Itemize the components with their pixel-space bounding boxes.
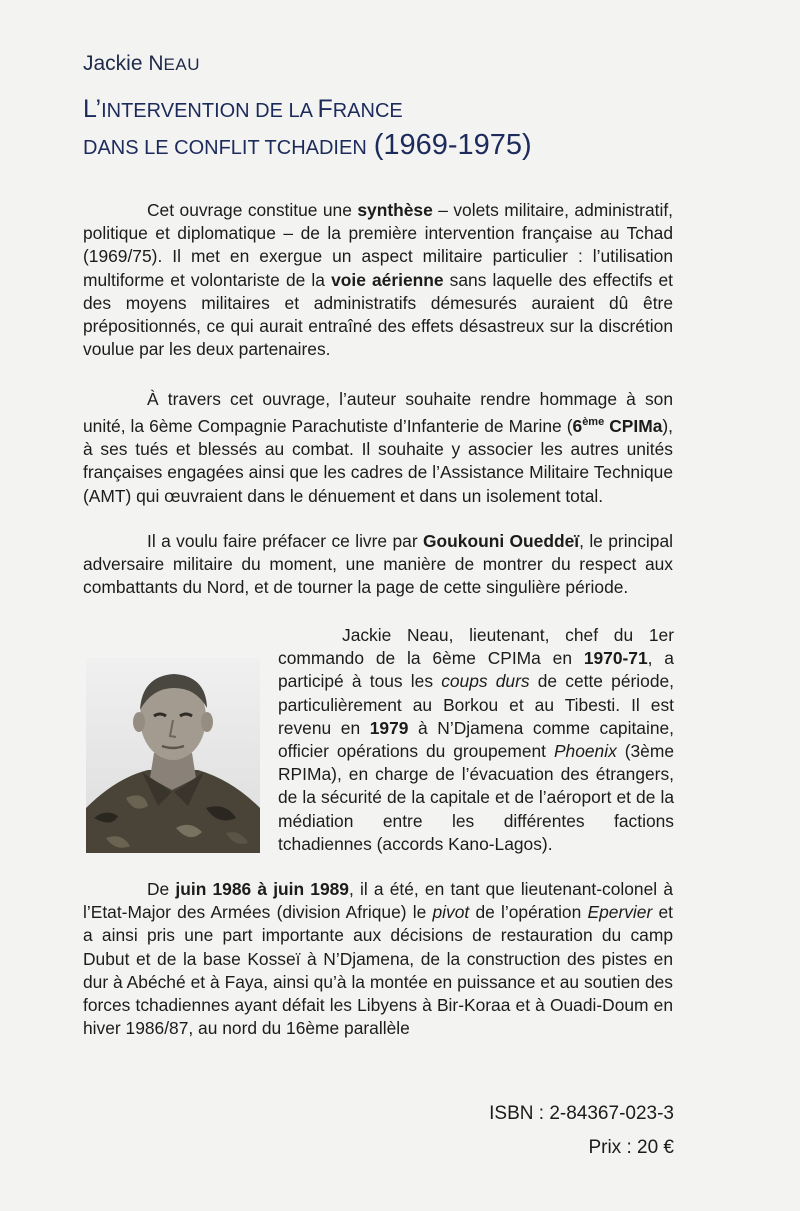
title-line-1: L’INTERVENTION DE LA FRANCE — [83, 95, 403, 123]
book-title — [83, 92, 743, 165]
paragraph-intro: Cet ouvrage constitue une synthèse – volets militaire, administratif, politique et diplomatique – de la première intervention française au Tchad (1969/75). Il met en exergue un aspect militaire particulier : l’utilisation multiforme et volontariste de la voie aérienne sans laquelle des effectifs et des moyens militaires et administratifs démesurés auraient dû être prépositionnés, ce qui aurait entraîné des effets désastreux sur la discrétion voulue par les deux partenaires. — [83, 200, 674, 360]
author-photo — [86, 658, 260, 853]
title-line-2: DANS LE CONFLIT TCHADIEN (1969-1975) — [83, 129, 532, 161]
paragraph-epervier: De juin 1986 à juin 1989, il a été, en tant que lieutenant-colonel à l’Etat-Major des Armées (division Afrique) le pivot de l’opération Epervier et a ainsi pris une part importante aux décisions de restauration du camp Dubut et de la base Kosseï à N’Djamena, de la construction des pistes en dur à Abéché et à Faya, ainsi qu’à la montée en puissance et au soutien des forces tchadiennes ayant défait les Libyens à Bir-Koraa et à Ouadi-Doum en hiver 1986/87, au nord du 16ème parallèle — [83, 879, 673, 1039]
isbn: ISBN : 2-84367-023-3 — [489, 1103, 674, 1124]
paragraph-preface: Il a voulu faire préfacer ce livre par Goukouni Oueddeï, le principal adversaire militaire du moment, une manière de montrer du respect aux combattants du Nord, et de tourner la page de cette singulière période. — [83, 531, 673, 598]
title-years: (1969-1975) — [373, 129, 532, 161]
author-last-name: NEAU — [148, 52, 201, 75]
price: Prix : 20 € — [588, 1137, 674, 1158]
author-name — [83, 52, 200, 76]
author-first-name: Jackie — [83, 52, 143, 75]
paragraph-hommage: À travers cet ouvrage, l’auteur souhaite rendre hommage à son unité, la 6ème Compagnie Parachutiste d’Infanterie de Marine (6ème CPIMa), à ses tués et blessés au combat. Il souhaite y associer les autres unités françaises engagées ainsi que les cadres de l’Assistance Militaire Technique (AMT) qui œuvraient dans le dénuement et dans un isolement total. — [83, 389, 673, 506]
paragraph-bio: Jackie Neau, lieutenant, chef du 1er commando de la 6ème CPIMa en 1970-71, a participé à tous les coups durs de cette période, particulièrement au Borkou et au Tibesti. Il est revenu en 1979 à N’Djamena comme capitaine, officier opérations du groupement Phoenix (3ème RPIMa), en charge de l’évacuation des étrangers, de la sécurité de la capitale et de l’aéroport et de la médiation entre les différentes factions tchadiennes (accords Kano-Lagos). — [278, 625, 675, 854]
